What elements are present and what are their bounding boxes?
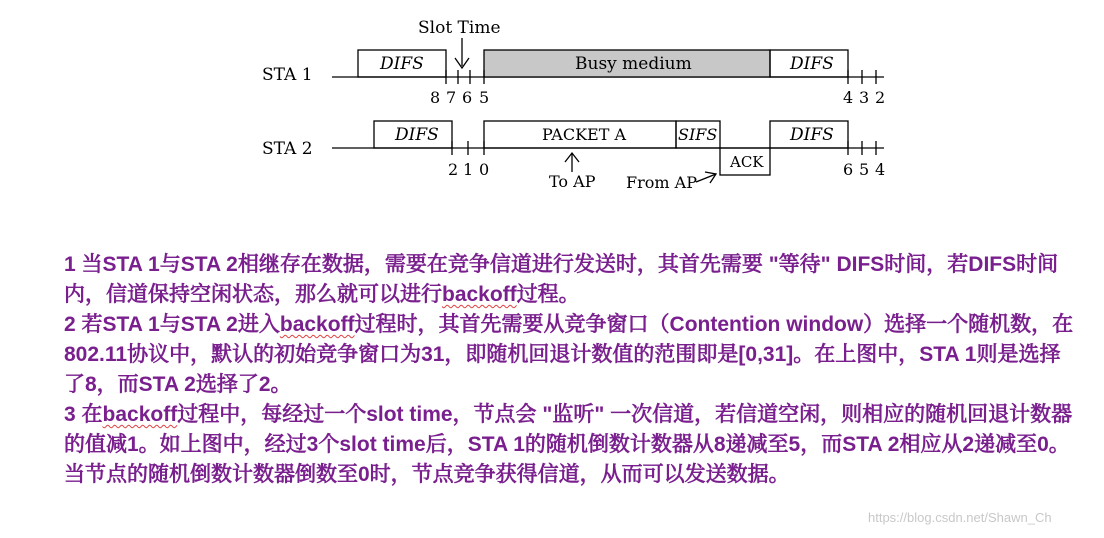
watermark: https://blog.csdn.net/Shawn_Ch	[868, 510, 1052, 525]
paragraph-2-keyword: backoff	[279, 313, 355, 336]
from-ap-arrow	[696, 172, 716, 183]
sta2-packet-text: PACKET A	[542, 125, 627, 144]
from-ap-label: From AP	[626, 173, 697, 192]
sta2-ack-text: ACK	[730, 153, 764, 171]
paragraph-3	[64, 400, 1074, 490]
sta1-count-3: 3	[859, 88, 870, 107]
slot-time-arrow	[455, 38, 469, 68]
sta2-difs-left-text: DIFS	[395, 125, 439, 145]
sta1-busy-text: Busy medium	[575, 54, 692, 74]
sta2-sifs-text: SIFS	[678, 125, 718, 144]
sta1-count-5: 5	[479, 88, 490, 107]
explanation-text	[64, 250, 1074, 490]
sta1-difs-left-text: DIFS	[380, 54, 424, 74]
paragraph-3-keyword: backoff	[102, 403, 178, 426]
csma-ca-timing-diagram	[0, 0, 1104, 240]
sta2-count-2: 2	[448, 160, 459, 179]
sta1-count-2: 2	[875, 88, 886, 107]
to-ap-arrow	[565, 153, 579, 172]
sta1-count-6: 6	[462, 88, 473, 107]
sta2-count-0: 0	[479, 160, 490, 179]
paragraph-1-prefix: 1 当STA 1与STA 2相继存在数据，需要在竞争信道进行发送时，其首先需要 "等待" DIFS时间，若DIFS时间内，信道保持空闲状态，那么就可以进行	[64, 253, 1059, 306]
paragraph-2	[64, 310, 1074, 400]
paragraph-1	[64, 250, 1074, 310]
sta2-count-4: 4	[875, 160, 886, 179]
sta1-label: STA 1	[262, 65, 313, 85]
sta2-count-1: 1	[463, 160, 474, 179]
paragraph-3-suffix: 过程中，每经过一个slot time，节点会 "监听" 一次信道，若信道空闲，则相应的随机回退计数器的值减1。如上图中，经过3个slot time后，STA 1的随机倒数计数器从8递减至5，而STA 2相应从2递减至0。当节点的随机倒数计数器倒数至0时，节点竞争获得信道，从而可以发送数据。	[64, 403, 1073, 486]
paragraph-1-suffix: 过程。	[516, 283, 580, 306]
sta1-count-8: 8	[430, 88, 441, 107]
sta1-count-7: 7	[446, 88, 457, 107]
sta2-count-5: 5	[859, 160, 870, 179]
sta2-difs-right-text: DIFS	[790, 125, 834, 145]
to-ap-label: To AP	[549, 172, 596, 191]
paragraph-3-prefix: 3 在	[64, 403, 103, 426]
sta2-count-6: 6	[843, 160, 854, 179]
paragraph-2-suffix: 过程时，其首先需要从竞争窗口（Contention window）选择一个随机数，在802.11协议中，默认的初始竞争窗口为31，即随机回退计数值的范围即是[0,31]。在上图中，STA 1则是选择了8，而STA 2选择了2。	[64, 313, 1074, 396]
sta1-difs-right-text: DIFS	[790, 54, 834, 74]
paragraph-1-keyword: backoff	[442, 283, 517, 306]
slot-time-label: Slot Time	[418, 18, 501, 38]
sta1-count-4: 4	[843, 88, 854, 107]
sta2-label: STA 2	[262, 139, 313, 159]
paragraph-2-prefix: 2 若STA 1与STA 2进入	[64, 313, 280, 336]
